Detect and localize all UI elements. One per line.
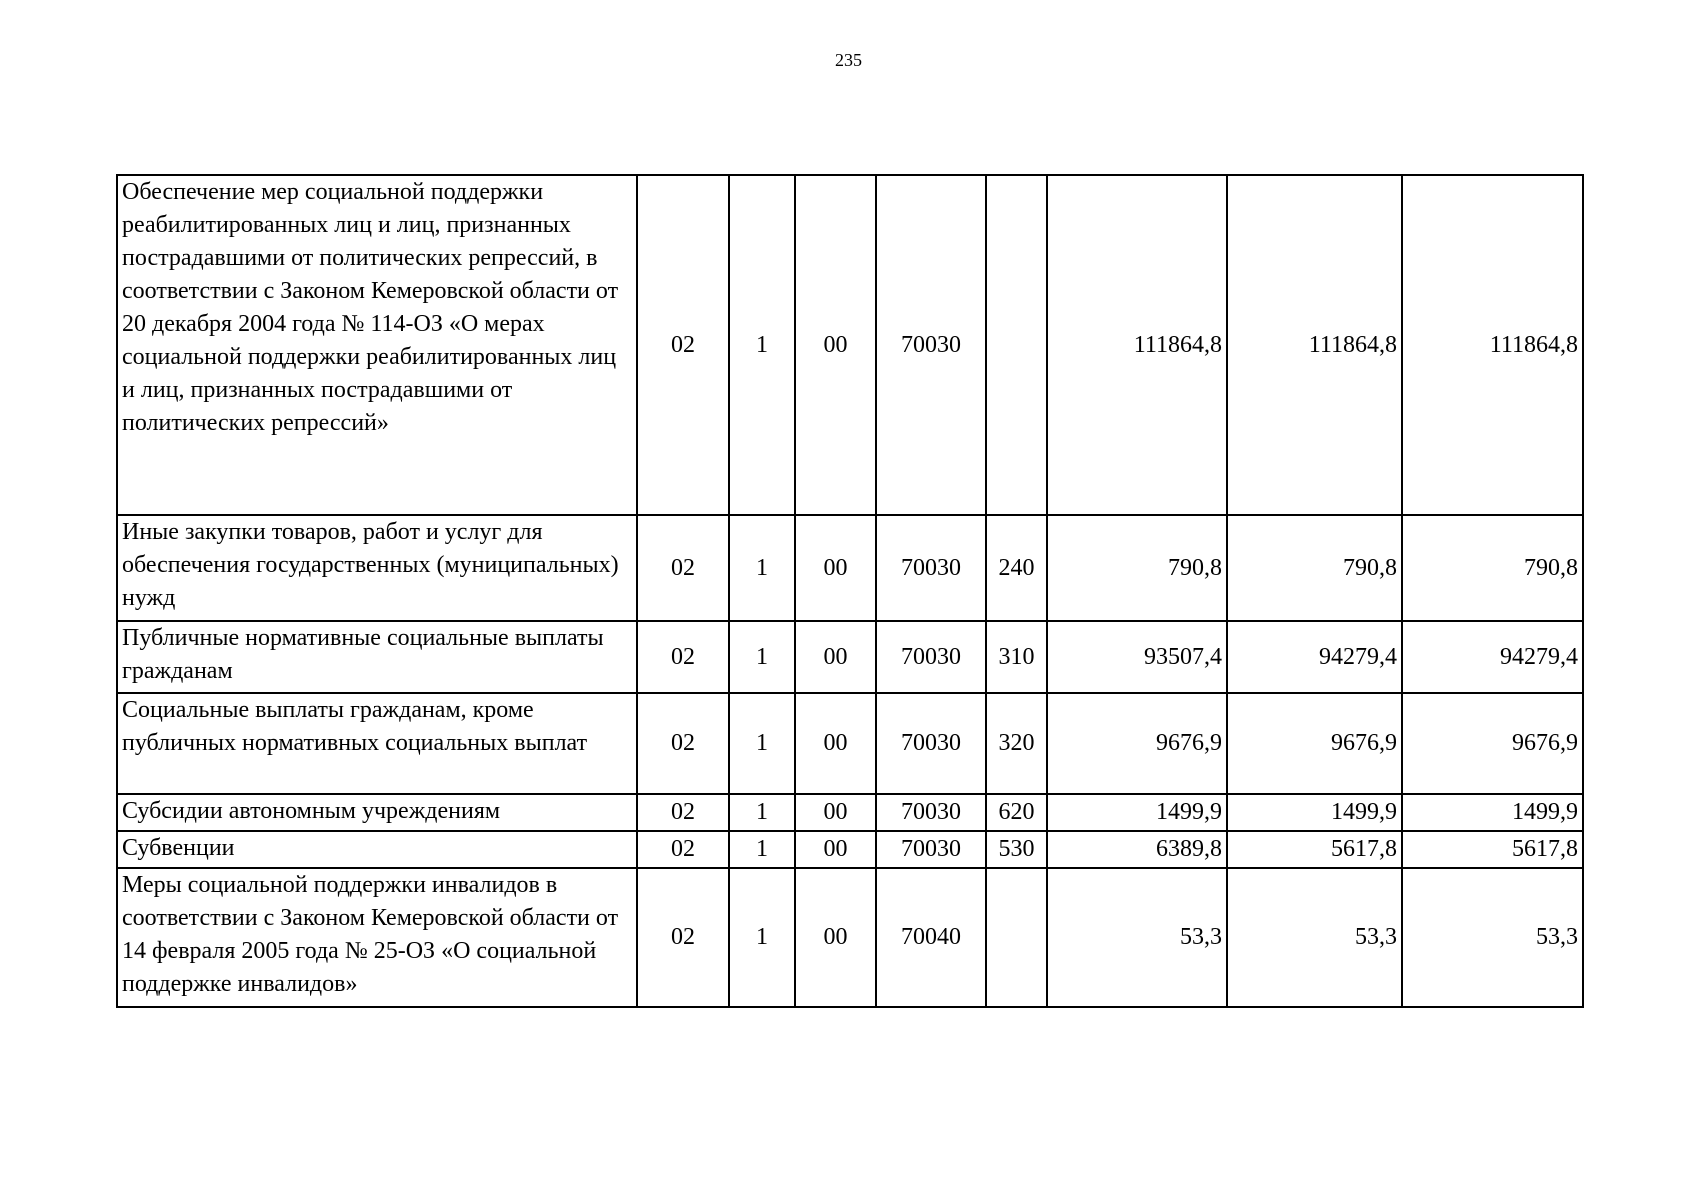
amount-2: 5617,8	[1227, 831, 1402, 868]
expense-type-code: 240	[986, 515, 1047, 621]
amount-2: 790,8	[1227, 515, 1402, 621]
row-description: Меры социальной поддержки инвалидов в соответствии с Законом Кемеровской области от 14 февраля 2005 года № 25-ОЗ «О социальной поддержке инвалидов»	[117, 868, 637, 1007]
amount-3: 5617,8	[1402, 831, 1583, 868]
subprogram-code: 1	[729, 868, 795, 1007]
direction-code: 00	[795, 868, 876, 1007]
direction-code: 00	[795, 831, 876, 868]
subprogram-code: 1	[729, 621, 795, 693]
expense-type-code: 530	[986, 831, 1047, 868]
section-code: 02	[637, 693, 729, 794]
table-row	[117, 175, 1583, 515]
table-row	[117, 868, 1583, 1007]
subprogram-code: 1	[729, 831, 795, 868]
section-code: 02	[637, 794, 729, 831]
amount-2: 111864,8	[1227, 175, 1402, 515]
table-row	[117, 794, 1583, 831]
amount-3: 1499,9	[1402, 794, 1583, 831]
amount-3: 9676,9	[1402, 693, 1583, 794]
section-code: 02	[637, 868, 729, 1007]
amount-3: 111864,8	[1402, 175, 1583, 515]
target-code: 70030	[876, 831, 986, 868]
section-code: 02	[637, 175, 729, 515]
target-code: 70040	[876, 868, 986, 1007]
amount-1: 93507,4	[1047, 621, 1227, 693]
amount-3: 790,8	[1402, 515, 1583, 621]
subprogram-code: 1	[729, 693, 795, 794]
target-code: 70030	[876, 693, 986, 794]
direction-code: 00	[795, 794, 876, 831]
section-code: 02	[637, 831, 729, 868]
target-code: 70030	[876, 515, 986, 621]
page-number: 235	[835, 50, 862, 70]
row-description: Иные закупки товаров, работ и услуг для обеспечения государственных (муниципальных) нужд	[117, 515, 637, 621]
table-row	[117, 515, 1583, 621]
direction-code: 00	[795, 621, 876, 693]
subprogram-code: 1	[729, 175, 795, 515]
amount-1: 1499,9	[1047, 794, 1227, 831]
target-code: 70030	[876, 794, 986, 831]
row-description: Субвенции	[117, 831, 637, 868]
direction-code: 00	[795, 175, 876, 515]
target-code: 70030	[876, 621, 986, 693]
row-description: Субсидии автономным учреждениям	[117, 794, 637, 831]
budget-table	[116, 174, 1584, 1008]
expense-type-code: 310	[986, 621, 1047, 693]
amount-1: 790,8	[1047, 515, 1227, 621]
section-code: 02	[637, 515, 729, 621]
direction-code: 00	[795, 515, 876, 621]
expense-type-code: 620	[986, 794, 1047, 831]
amount-2: 94279,4	[1227, 621, 1402, 693]
direction-code: 00	[795, 693, 876, 794]
expense-type-code: 320	[986, 693, 1047, 794]
subprogram-code: 1	[729, 515, 795, 621]
amount-1: 9676,9	[1047, 693, 1227, 794]
table-row	[117, 621, 1583, 693]
amount-3: 94279,4	[1402, 621, 1583, 693]
section-code: 02	[637, 621, 729, 693]
expense-type-code	[986, 175, 1047, 515]
row-description: Обеспечение мер социальной поддержки реабилитированных лиц и лиц, признанных пострадавшими от политических репрессий, в соответствии с Законом Кемеровской области от 20 декабря 2004 года № 114-ОЗ «О мерах социальной поддержки реабилитированных лиц и лиц, признанных пострадавшими от политических репрессий»	[117, 175, 637, 515]
amount-1: 53,3	[1047, 868, 1227, 1007]
amount-2: 1499,9	[1227, 794, 1402, 831]
amount-3: 53,3	[1402, 868, 1583, 1007]
table-row	[117, 831, 1583, 868]
target-code: 70030	[876, 175, 986, 515]
row-description: Социальные выплаты гражданам, кроме публичных нормативных социальных выплат	[117, 693, 637, 794]
row-description: Публичные нормативные социальные выплаты гражданам	[117, 621, 637, 693]
amount-1: 111864,8	[1047, 175, 1227, 515]
expense-type-code	[986, 868, 1047, 1007]
amount-2: 53,3	[1227, 868, 1402, 1007]
amount-2: 9676,9	[1227, 693, 1402, 794]
amount-1: 6389,8	[1047, 831, 1227, 868]
table-row	[117, 693, 1583, 794]
subprogram-code: 1	[729, 794, 795, 831]
